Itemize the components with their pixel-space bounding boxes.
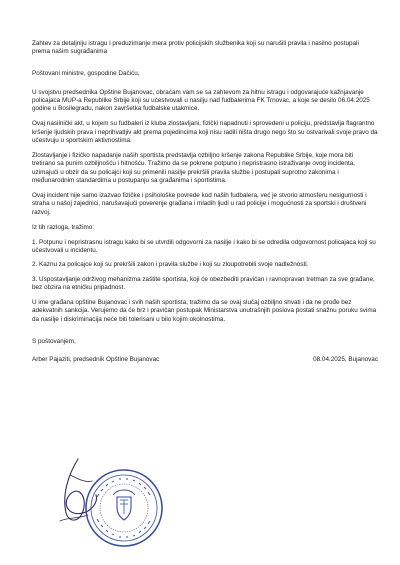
- final-paragraph: U ime građana opštine Bujanovac i svih naših sportista, tražimo da se ovaj slučaj ozbiljno shvati i da ne prođe bez adekvatnih sankcija. Verujemo da će brz i pravičan postupak Ministarstva unutrašnjih poslova postati snažnu poruku svima da nasilje i diskriminacija neće biti tolerisani u bilo kojim okolnostima.: [32, 299, 377, 323]
- letter-subject: Zahtev za detaljniju istragu i preduzimanje mera protiv policijskih službenika koji su narušili pravila i nasilno postupali prema našim sugrađanima: [32, 40, 359, 56]
- list-intro: Iz tih razloga, tražimo:: [32, 223, 95, 231]
- official-stamp: [83, 467, 165, 549]
- paragraph: Zlostavljanje i fizičko napadanje naših sportista predstavlja ozbiljno kršenje zakona Republike Srbije, koje mora biti tretirano sa punim ozbiljnošću i hitnošću. Tražimo da se pokrene potpuno i nepristrasno istraživanje ovog incidenta, uzimajući u obzir da su policajci koji su primenili nasilje prekršili pravila službe i postupali suprotno zakonima i međunarodnim standardima u postupanju sa građanima i sportistima.: [32, 152, 356, 184]
- paragraph: Ovaj incident nije samo izazvao fizičke i psihološke povrede kod naših fudbalera, već je stvorio atmosferu nesigurnosti i straha u našoj zajednici, narušavajući poverenje građana i mladih ljudi u rad policije i mogućnosti za sportski i društveni razvoj.: [32, 192, 367, 216]
- signatory-name: Arber Pajaziti, predsednik Opštine Bujanovac: [32, 356, 160, 364]
- paragraph: Ovaj nasilnički akt, u kojem su fudbaleri iz kluba zlostavljani, fizički napadnuti i sprovedeni u policiju, predstavlja flagrantno kršenje ljudskih prava i neprihvatljiv akt prema pojedincima koji nisu radili ništa drugo nego što su ostvarivali svoje pravo da učestvuju u sportskim aktivnostima.: [32, 120, 378, 144]
- date-place: 08.04.2025, Bujanovac: [313, 356, 378, 364]
- list-item: 2. Kaznu za policajce koji su prekršili zakon i pravila službe i koji su zloupotrebili svoje nadležnosti.: [32, 261, 309, 269]
- demands-list: [32, 239, 378, 292]
- paragraph: U svojstvu predsednika Opštine Bujanovac, obraćam vam se sa zahtevom za hitnu istragu i odgovarajuće kažnjavanje policajaca MUP-a Republike Srbije koji su učestvovali u nasilju nad fudbalerima FK Trnovac, a koje se desilo 06.04.2025 godine u Bosilegradu, nakon završetka fudbalske utakmice.: [32, 88, 370, 113]
- salutation: Poštovani ministre, gospodine Dačiću,: [32, 70, 140, 78]
- signature-line: [32, 356, 378, 366]
- list-item: 1. Potpunu i nepristrasnu istragu kako bi se utvrdili odgovorni za nasilje i kako bi se odredila odgovornost policajaca koji su učestvovali u incidentu.: [32, 238, 376, 255]
- closing: S poštovanjem,: [32, 337, 76, 345]
- list-item: 3. Uspostavljanje održivog mehanizma zaštite sportista, koji će obezbediti pravičan i ravnopravan tretman za sve građane, bez obzira na etničku pripadnost.: [32, 275, 375, 291]
